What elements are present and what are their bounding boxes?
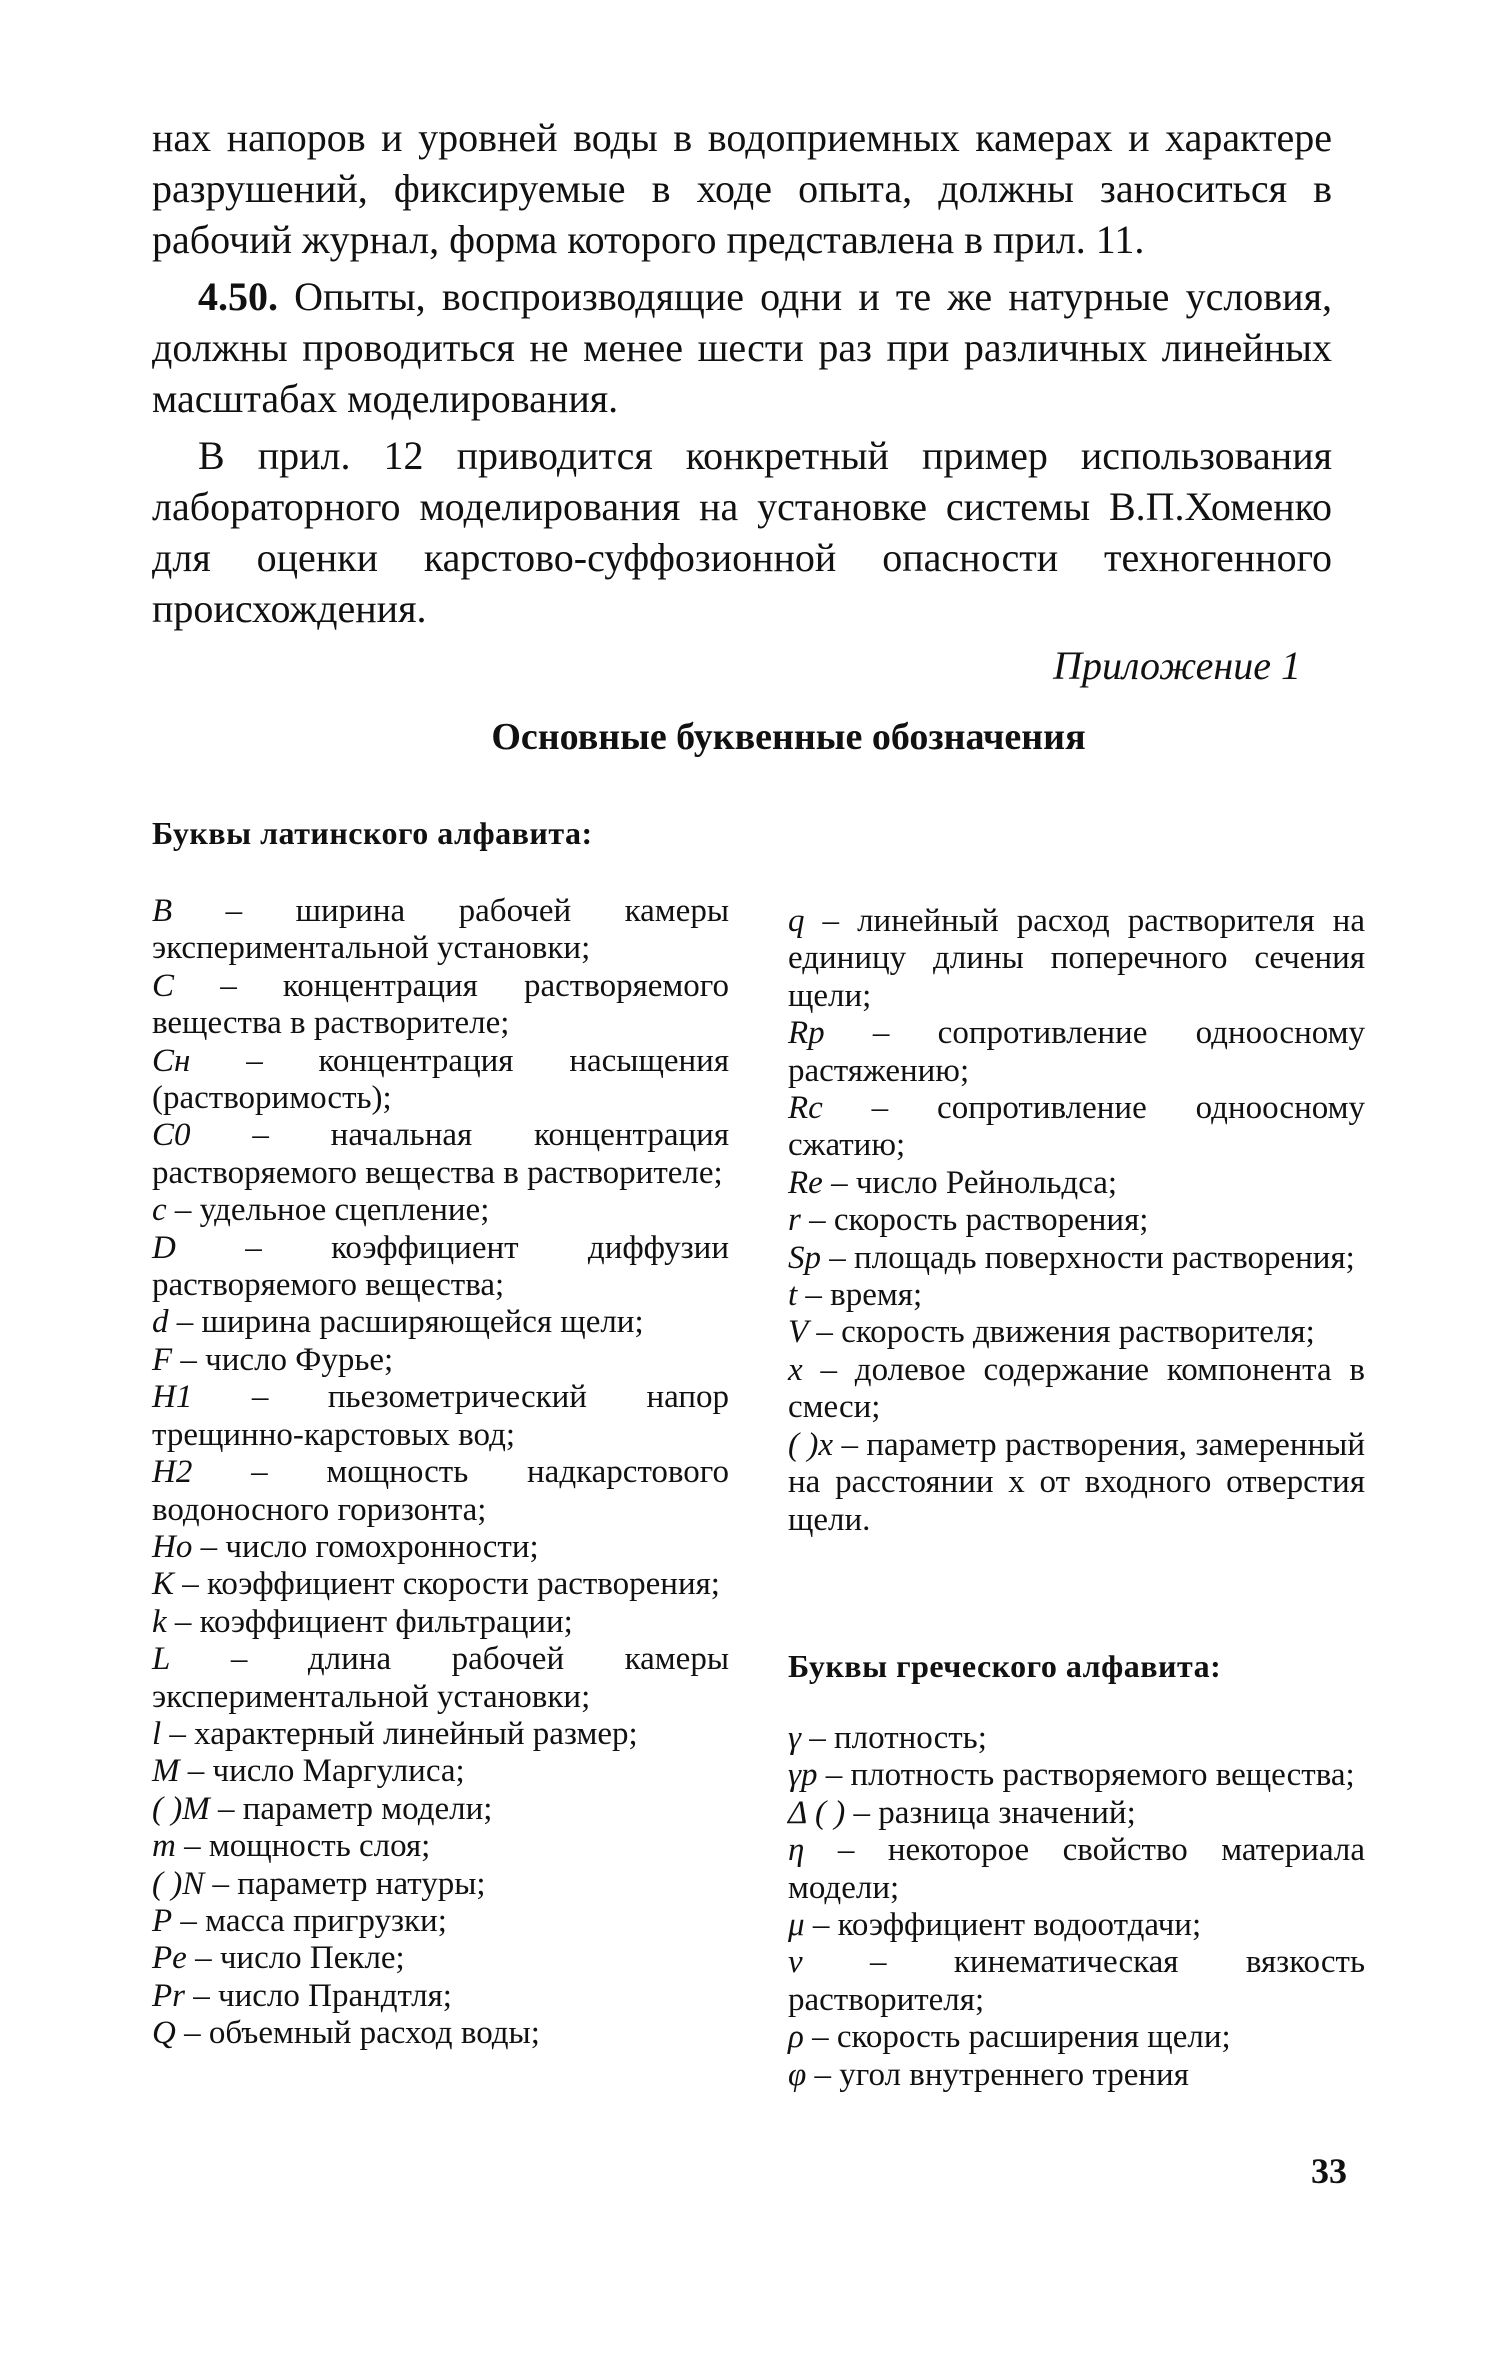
body-text — [152, 112, 1332, 634]
symbol: Ho — [152, 1528, 193, 1565]
definition: – линейный расход растворителя на единицу длины поперечного сечения щели; — [788, 903, 1365, 1014]
definition: – параметр растворения, замеренный на расстоянии x от входного отверстия щели. — [788, 1426, 1365, 1538]
symbol: Δ ( ) — [788, 1794, 846, 1831]
list-item — [788, 2057, 1365, 2094]
symbol: k — [152, 1603, 167, 1640]
symbol: F — [152, 1341, 173, 1378]
symbol: γ — [788, 1720, 802, 1756]
symbol: Q — [152, 2015, 176, 2052]
symbol: H1 — [152, 1379, 193, 1416]
symbol: C — [152, 967, 175, 1004]
definition: – длина рабочей камеры экспериментальной установки; — [152, 1641, 729, 1715]
list-item — [788, 1720, 1365, 1757]
symbol: r — [788, 1202, 801, 1239]
list-item — [152, 1940, 729, 1977]
definition: – коэффициент скорости растворения; — [174, 1566, 720, 1603]
symbol: ν — [788, 1944, 803, 1981]
definition: – ширина рабочей камеры экспериментальной установки; — [152, 893, 729, 967]
symbol: Rp — [788, 1015, 825, 1052]
clause-number: 4.50. — [198, 274, 278, 319]
definition: – характерный линейный размер; — [161, 1715, 638, 1752]
definition: – площадь поверхности растворения; — [821, 1239, 1355, 1276]
definition: – пьезометрический напор трещинно-карстовых вод; — [152, 1379, 729, 1453]
symbol: ( )M — [152, 1790, 210, 1827]
definition: – скорость движения растворителя; — [808, 1314, 1315, 1351]
definition: – число Фурье; — [172, 1341, 394, 1378]
list-item — [152, 1342, 729, 1379]
list-item — [788, 1015, 1365, 1090]
paragraph-text: нах напоров и уровней воды в водоприемных камерах и характере разрушений, фиксируемые в ходе опыта, должны заноситься в рабочий журнал, форма которого представлена в прил. 11. — [152, 115, 1332, 262]
definition: – сопротивление одноосному сжатию; — [788, 1090, 1365, 1164]
list-item — [152, 1791, 729, 1828]
definition: – число Маргулиса; — [179, 1753, 465, 1790]
symbol: d — [152, 1304, 169, 1341]
definition: – ширина расширяющейся щели; — [168, 1304, 644, 1341]
definition: – объемный расход воды; — [175, 2015, 540, 2052]
definition: – кинематическая вязкость растворителя; — [788, 1944, 1365, 2018]
symbol: η — [788, 1832, 805, 1869]
definition: – некоторое свойство материала модели; — [788, 1832, 1365, 1906]
symbol: μ — [788, 1907, 805, 1944]
list-item — [152, 1043, 729, 1118]
symbol: C0 — [152, 1117, 191, 1154]
definition: – время; — [797, 1277, 923, 1314]
symbol: x — [788, 1351, 803, 1388]
definition: – число Рейнольдса; — [822, 1164, 1118, 1201]
definition: – число Пекле; — [186, 1940, 405, 1977]
symbol: M — [152, 1753, 180, 1790]
list-item — [788, 1944, 1365, 2019]
symbol: K — [152, 1566, 175, 1603]
list-item — [152, 2015, 729, 2052]
paragraph-4-50 — [152, 271, 1332, 424]
paragraph-text: Опыты, воспроизводящие одни и те же натурные условия, должны проводиться не менее шести раз при различных линейных масштабах моделирования. — [152, 274, 1332, 421]
definition: – коэффициент фильтрации; — [166, 1603, 573, 1640]
list-item — [788, 903, 1365, 1015]
list-item — [152, 1192, 729, 1229]
list-item — [788, 1240, 1365, 1277]
symbol: c — [152, 1192, 167, 1229]
symbol: m — [152, 1828, 176, 1865]
definition: – угол внутреннего трения — [806, 2056, 1189, 2093]
definition: – мощность слоя; — [175, 1828, 431, 1865]
definition: – число Прандтля; — [185, 1977, 452, 2014]
list-item — [788, 1314, 1365, 1351]
symbol: P — [152, 1902, 173, 1939]
definition: – коэффициент диффузии растворяемого вещества; — [152, 1229, 729, 1304]
list-item — [788, 1832, 1365, 1907]
greek-heading: Буквы греческого алфавита: — [788, 1648, 1222, 1684]
list-item — [152, 1866, 729, 1903]
definition: – удельное сцепление; — [166, 1192, 490, 1229]
definition: – коэффициент водоотдачи; — [804, 1907, 1202, 1944]
list-item — [152, 1304, 729, 1341]
definition: – начальная концентрация растворяемого вещества в растворителе; — [152, 1117, 729, 1191]
list-item — [788, 1202, 1365, 1239]
definition: – масса пригрузки; — [172, 1902, 447, 1939]
symbol: Rc — [788, 1090, 823, 1127]
symbol: H2 — [152, 1454, 193, 1491]
definition: – сопротивление одноосному растяжению; — [788, 1015, 1365, 1089]
symbol: l — [152, 1715, 162, 1752]
definition: – разница значений; — [845, 1794, 1136, 1831]
symbol: q — [788, 903, 805, 939]
definition: – плотность; — [801, 1720, 987, 1756]
list-item — [152, 1117, 729, 1192]
list-item — [152, 1454, 729, 1529]
definition: – скорость растворения; — [800, 1202, 1149, 1239]
definition: – число гомохронности; — [192, 1528, 539, 1565]
symbol: Re — [788, 1164, 823, 1201]
list-item — [788, 1757, 1365, 1794]
symbol: φ — [788, 2056, 807, 2093]
list-item — [788, 1352, 1365, 1427]
list-item — [152, 1379, 729, 1454]
list-item — [152, 1978, 729, 2015]
symbol: Pr — [152, 1977, 185, 2014]
symbol: Pe — [152, 1940, 187, 1977]
latin-list-left — [152, 893, 729, 2053]
latin-list-right — [788, 903, 1365, 1539]
symbol: t — [788, 1277, 798, 1314]
paragraph-example — [152, 430, 1332, 634]
symbol: D — [152, 1229, 176, 1266]
symbol: L — [152, 1641, 171, 1678]
list-item — [152, 1566, 729, 1603]
definition: – параметр модели; — [209, 1790, 493, 1827]
list-item — [788, 2019, 1365, 2056]
appendix-label: Приложение 1 — [1053, 643, 1301, 688]
paragraph-continuation — [152, 112, 1332, 265]
list-item — [788, 1277, 1365, 1314]
symbol: ( )x — [788, 1426, 834, 1463]
paragraph-text: В прил. 12 приводится конкретный пример использования лабораторного моделирования на установке системы В.П.Хоменко для оценки карстово-суффозионной опасности техногенного происхождения. — [152, 433, 1332, 631]
symbol: γp — [788, 1757, 818, 1794]
list-item — [788, 1427, 1365, 1539]
symbol: ( )N — [152, 1865, 205, 1902]
page-number: 33 — [1311, 2151, 1347, 2191]
definition: – долевое содержание компонента в смеси; — [788, 1351, 1365, 1426]
symbol: Cн — [152, 1042, 191, 1079]
definition: – концентрация насыщения (растворимость); — [152, 1042, 729, 1117]
definition: – плотность растворяемого вещества; — [817, 1757, 1355, 1794]
list-item — [788, 1165, 1365, 1202]
list-item — [152, 1903, 729, 1940]
list-item — [152, 1828, 729, 1865]
definition: – концентрация растворяемого вещества в растворителе; — [152, 967, 729, 1042]
list-item — [152, 1604, 729, 1641]
list-item — [152, 1753, 729, 1790]
list-item — [152, 1716, 729, 1753]
list-item — [788, 1090, 1365, 1165]
section-title: Основные буквенные обозначения — [491, 716, 1086, 758]
list-item — [152, 1529, 729, 1566]
symbol: V — [788, 1314, 809, 1351]
list-item — [152, 1641, 729, 1716]
symbol: B — [152, 893, 173, 929]
list-item — [788, 1795, 1365, 1832]
definition: – скорость расширения щели; — [803, 2019, 1231, 2056]
list-item — [152, 968, 729, 1043]
list-item — [152, 1230, 729, 1305]
symbol: ρ — [788, 2019, 804, 2056]
symbol: Sp — [788, 1239, 821, 1276]
definition: – мощность надкарстового водоносного горизонта; — [152, 1454, 729, 1528]
list-item — [152, 893, 729, 968]
definition: – параметр натуры; — [204, 1865, 486, 1902]
latin-heading: Буквы латинского алфавита: — [152, 815, 593, 851]
list-item — [788, 1907, 1365, 1944]
greek-list — [788, 1720, 1365, 2094]
